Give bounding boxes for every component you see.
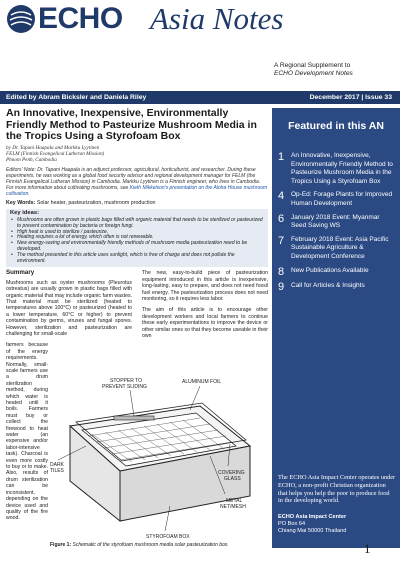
featured-page-number: 1 xyxy=(278,151,285,163)
label-glass: COVERING xyxy=(218,470,245,477)
address-line-2: Chiang Mai 50000 Thailand xyxy=(278,527,347,534)
styrofoam-box-diagram xyxy=(50,376,268,541)
key-idea-item: • Mushrooms are often grown in plastic bags filled with organic material that needs to be sterilized or pasteurized to prevent contamination by bacteria or foreign fungi. xyxy=(10,218,264,230)
page-number: 1 xyxy=(364,541,371,556)
editors-line: Edited by Abram Bicksler and Daniela Riley xyxy=(6,94,147,101)
figure-1 xyxy=(50,376,268,541)
key-idea-item: • High heat is used to sterilize / pasteurize. xyxy=(10,230,264,236)
featured-title: Op-Ed: Forage Plants for Improved Human Development xyxy=(291,191,393,207)
masthead-subtitle xyxy=(274,62,394,78)
svg-text:STOPPER TO PREVENT S: STOPPER TO PREVENT SLIDING xyxy=(102,378,147,391)
key-idea-item: • Heating requires a lot of energy, which often is not renewable. xyxy=(10,235,264,241)
svg-text:COVERING GLASS: COVERING GLASS xyxy=(218,470,245,483)
caption-label: Figure 1: xyxy=(50,542,72,549)
presentation-link[interactable]: Kieth Mikkelson's presentation on the Aloha House mushroom cultivation. xyxy=(6,184,268,197)
brand-suffix: Asia Notes xyxy=(150,1,284,36)
keywords-label: Key Words: xyxy=(6,199,36,206)
key-ideas-box xyxy=(6,209,268,267)
featured-item[interactable] xyxy=(278,214,396,231)
article-body xyxy=(6,270,268,563)
masthead xyxy=(0,0,400,88)
key-ideas-list xyxy=(10,218,264,264)
sidebar-about: The ECHO Asia Impact Center operates under ECHO, a non-profit Christian organization that helps you help the poor to produce food in the developing world. xyxy=(278,474,396,505)
featured-title: January 2018 Event: Myanmar Seed Saving WS xyxy=(291,213,380,230)
body-paragraph: The new, easy-to-build piece of pasteurization equipment introduced in this article is inexpensive, long-lasting, easy to prepare, and does not need fossil fuel energy. The pasteurization process does not need monitoring, so it requires less labor. xyxy=(142,270,268,302)
featured-title: An Innovative, Inexpensive, Environmentally Friendly Method to Pasteurize Mushroom Media in the Tropics Using a Styrofoam Box xyxy=(291,152,393,185)
featured-page-number: 6 xyxy=(278,212,285,225)
summary-paragraph-wrapped: farmers because of the energy requirements. Normally, small-scale farmers use a drum sterilization method, during which water is heated until it boils. Farmers must buy or collect the firewood to heat water (an expensive and/or labor-intensive task). Charcoal is even more costly to buy or to make. Also, results of drum sterilization can be inconsistent, depending on the device used and quality of the fire wood. xyxy=(6,342,48,522)
keywords xyxy=(6,200,268,206)
main-article xyxy=(6,108,268,563)
column-right xyxy=(142,270,268,344)
byline xyxy=(6,145,268,164)
body-paragraph: The aim of this article is to encourage other development workers and local farmers to continue these early experimentations to improve the device or other similar ones so that they become useable in their own xyxy=(142,307,268,339)
editor-bar xyxy=(0,91,400,104)
featured-title: Call for Articles & Insights xyxy=(291,281,365,289)
figure-caption xyxy=(50,542,268,548)
featured-sidebar xyxy=(272,108,400,548)
featured-page-number: 9 xyxy=(278,280,285,293)
summary-paragraph: Mushrooms such as oyster mushrooms (Pleurotus ostreatus) are usually grown in plastic bags filled with organic material that may include organic farm wastes. That material must be sterilized (heated to temperatures above 100°C) or pasteurized (heated to a lower temperature, 60°C or higher) to prevent contamination by germs, viruses and fungal spores. However, sterilization and pasteurization are challenging for small-scale xyxy=(6,279,132,337)
featured-title: February 2018 Event: Asia Pacific Sustainable Agriculture & Development Conference xyxy=(291,235,389,260)
echo-logo-icon xyxy=(6,4,36,34)
featured-item[interactable] xyxy=(278,267,396,277)
byline-authors: by Dr. Tapani Haapala and Markku Lyytinen xyxy=(6,144,100,151)
address-line-1: PO Box 64 xyxy=(278,520,306,527)
svg-text:DARK TILES: DARK TILES xyxy=(50,462,64,475)
subtitle-line-2: ECHO Development Notes xyxy=(274,70,353,77)
article-title: An Innovative, Inexpensive, Environmentally Friendly Method to Pasteurize Mushroom Media in the Tropics Using a Styrofoam Box xyxy=(6,108,257,142)
label-stopper: STOPPER TO xyxy=(110,378,142,385)
editors-note-text: Editors' Note: Dr. Tapani Haapala is an adjunct professor, agricultural, horticulturist, and researcher. During these experiments, he was working as a global food security advisor and regional development manager for FELM (the Finnish Evangelical Lutheran Mission) in Cambodia. Markku Lyytinen is a Finnish engineer, who lives in Cambodia. For more information about cultivating mushrooms, see xyxy=(6,166,261,191)
key-idea-item: • The method presented in this article uses sunlight, which is free of charge and does not pollute the environment. xyxy=(10,253,264,265)
subtitle-line-1: A Regional Supplement to xyxy=(274,62,351,69)
keywords-value: Solar heater, pasteurization, mushroom production xyxy=(36,199,156,206)
featured-item[interactable] xyxy=(278,152,396,186)
featured-item[interactable] xyxy=(278,236,396,262)
featured-page-number: 8 xyxy=(278,265,285,278)
featured-item[interactable] xyxy=(278,191,396,208)
byline-location: Phnom Penh, Cambodia xyxy=(6,157,57,164)
org-name: ECHO Asia Impact Center xyxy=(278,514,347,520)
key-idea-item: • New energy-saving and environmentally friendly methods of mushroom media pasteurization need to be developed. xyxy=(10,241,264,253)
label-foil: ALUMINUM FOIL xyxy=(182,379,222,386)
featured-page-number: 4 xyxy=(278,190,285,203)
featured-title: New Publications Available xyxy=(291,266,369,274)
label-mesh: METAL xyxy=(226,498,243,505)
svg-text:METAL NET/MESH: METAL NET/MESH xyxy=(220,498,246,511)
featured-page-number: 7 xyxy=(278,234,285,247)
issue-date: December 2017 | Issue 33 xyxy=(309,94,392,101)
sidebar-heading: Featured in this AN xyxy=(288,120,384,132)
summary-heading: Summary xyxy=(6,269,35,277)
label-tiles: DARK xyxy=(50,462,64,469)
brand-name: ECHO xyxy=(38,2,123,35)
key-ideas-heading: Key ideas: xyxy=(10,210,39,217)
featured-list xyxy=(278,152,396,297)
sidebar-address xyxy=(278,514,396,534)
byline-org: FELM (Finnish Evangelical Lutheran Mission) xyxy=(6,150,105,157)
featured-item[interactable] xyxy=(278,282,396,292)
editors-note xyxy=(6,167,268,197)
label-box: STYROFOAM BOX xyxy=(146,534,190,541)
caption-text: Schematic of the styrofoam mushroom media solar pasteurization box. xyxy=(72,542,229,549)
